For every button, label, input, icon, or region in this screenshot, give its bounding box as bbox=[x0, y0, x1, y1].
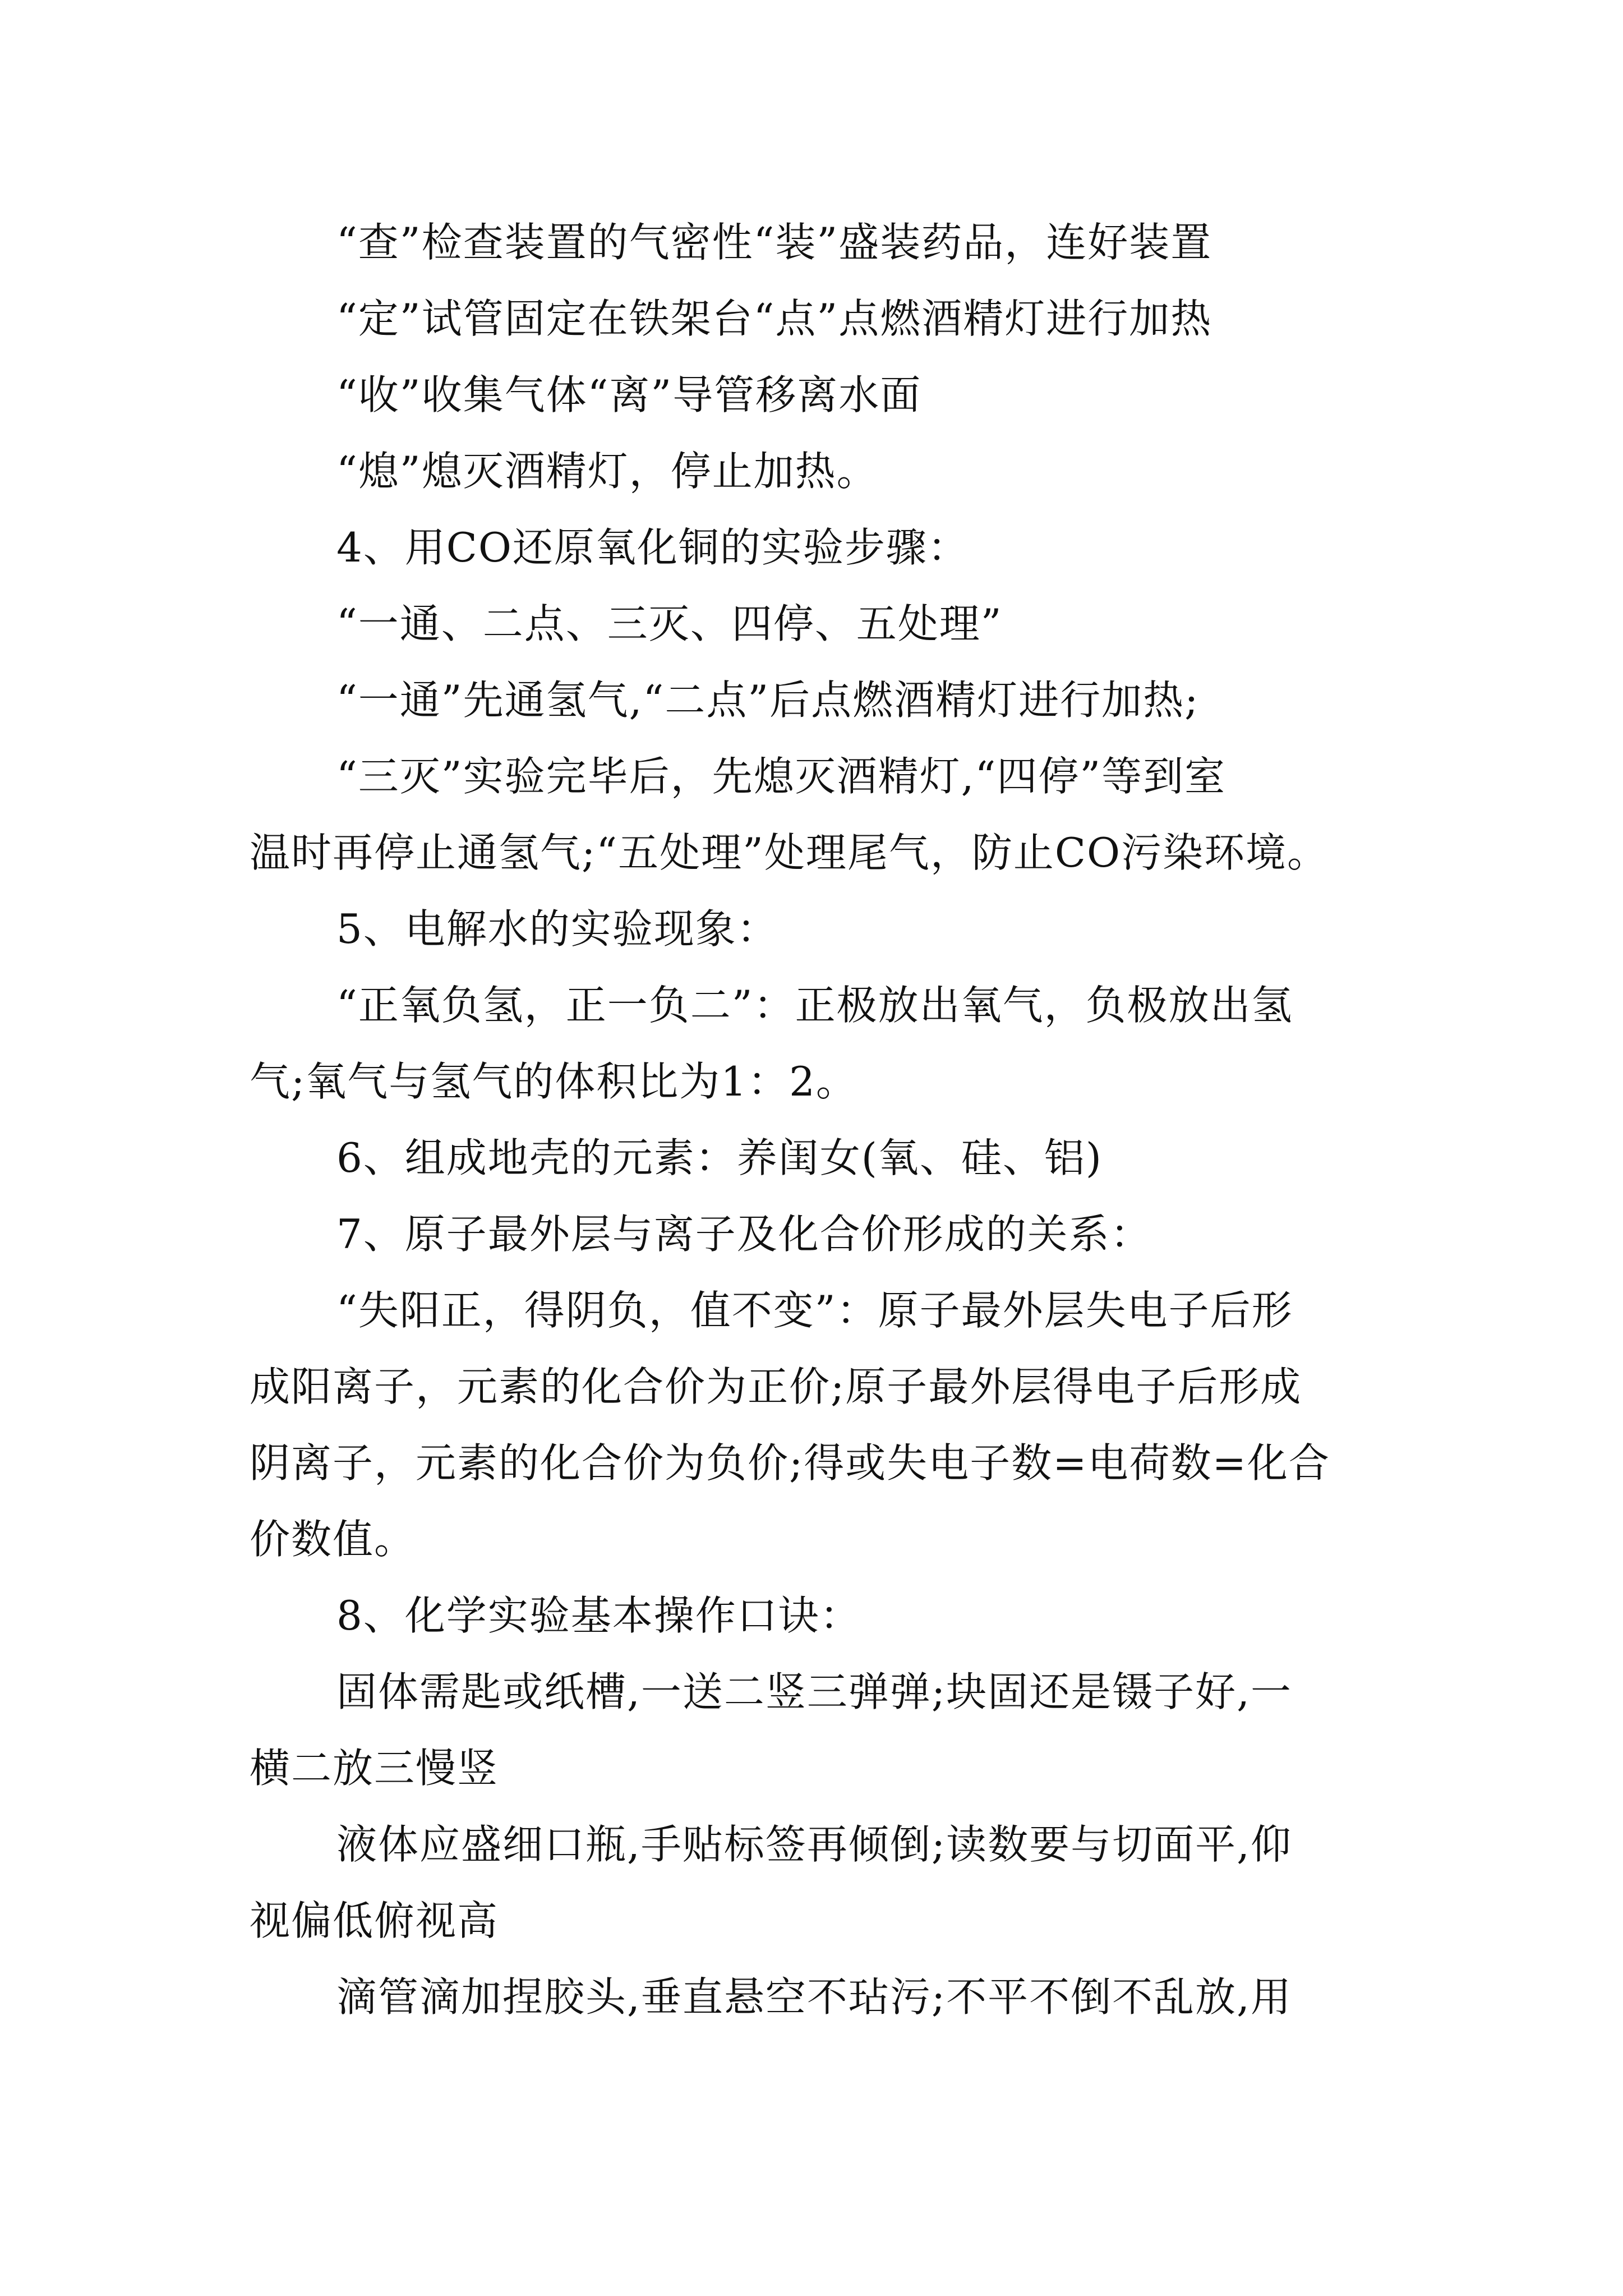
text-line-6: “一通、二点、三灭、四停、五处理” bbox=[336, 600, 1003, 647]
text-line-4: “熄”熄灭酒精灯，停止加热。 bbox=[336, 448, 878, 495]
text-line-21: 横二放三慢竖 bbox=[250, 1745, 499, 1792]
text-line-16: 成阳离子，元素的化合价为正价;原子最外层得电子后形成 bbox=[250, 1363, 1302, 1410]
text-line-9: 温时再停止通氢气;“五处理”处理尾气，防止CO污染环境。 bbox=[250, 829, 1329, 876]
text-line-18: 价数值。 bbox=[250, 1516, 416, 1563]
text-line-13: 6、组成地壳的元素：养闺女(氧、硅、铝) bbox=[336, 1134, 1103, 1181]
text-line-15: “失阳正，得阴负，值不变”：原子最外层失电子后形 bbox=[336, 1287, 1293, 1334]
text-line-17: 阴离子，元素的化合价为负价;得或失电子数=电荷数=化合 bbox=[250, 1439, 1330, 1487]
text-line-10: 5、电解水的实验现象： bbox=[336, 905, 778, 953]
text-line-1: “查”检查装置的气密性“装”盛装药品，连好装置 bbox=[336, 219, 1212, 266]
text-line-22: 液体应盛细口瓶,手贴标签再倾倒;读数要与切面平,仰 bbox=[336, 1821, 1293, 1868]
text-line-14: 7、原子最外层与离子及化合价形成的关系： bbox=[336, 1211, 1152, 1258]
text-line-12: 气;氧气与氢气的体积比为1：2。 bbox=[250, 1058, 857, 1105]
text-line-23: 视偏低俯视高 bbox=[250, 1897, 499, 1944]
text-line-24: 滴管滴加捏胶头,垂直悬空不玷污;不平不倒不乱放,用 bbox=[336, 1973, 1293, 2021]
text-line-7: “一通”先通氢气,“二点”后点燃酒精灯进行加热; bbox=[336, 677, 1200, 724]
text-line-3: “收”收集气体“离”导管移离水面 bbox=[336, 371, 922, 418]
text-line-5: 4、用CO还原氧化铜的实验步骤： bbox=[336, 524, 969, 571]
text-line-2: “定”试管固定在铁架台“点”点燃酒精灯进行加热 bbox=[336, 295, 1212, 342]
text-line-8: “三灭”实验完毕后，先熄灭酒精灯,“四停”等到室 bbox=[336, 753, 1227, 800]
text-line-11: “正氧负氢，正一负二”：正极放出氧气，负极放出氢 bbox=[336, 982, 1293, 1029]
text-line-20: 固体需匙或纸槽,一送二竖三弹弹;块固还是镊子好,一 bbox=[336, 1668, 1293, 1715]
text-line-19: 8、化学实验基本操作口诀： bbox=[336, 1592, 861, 1639]
